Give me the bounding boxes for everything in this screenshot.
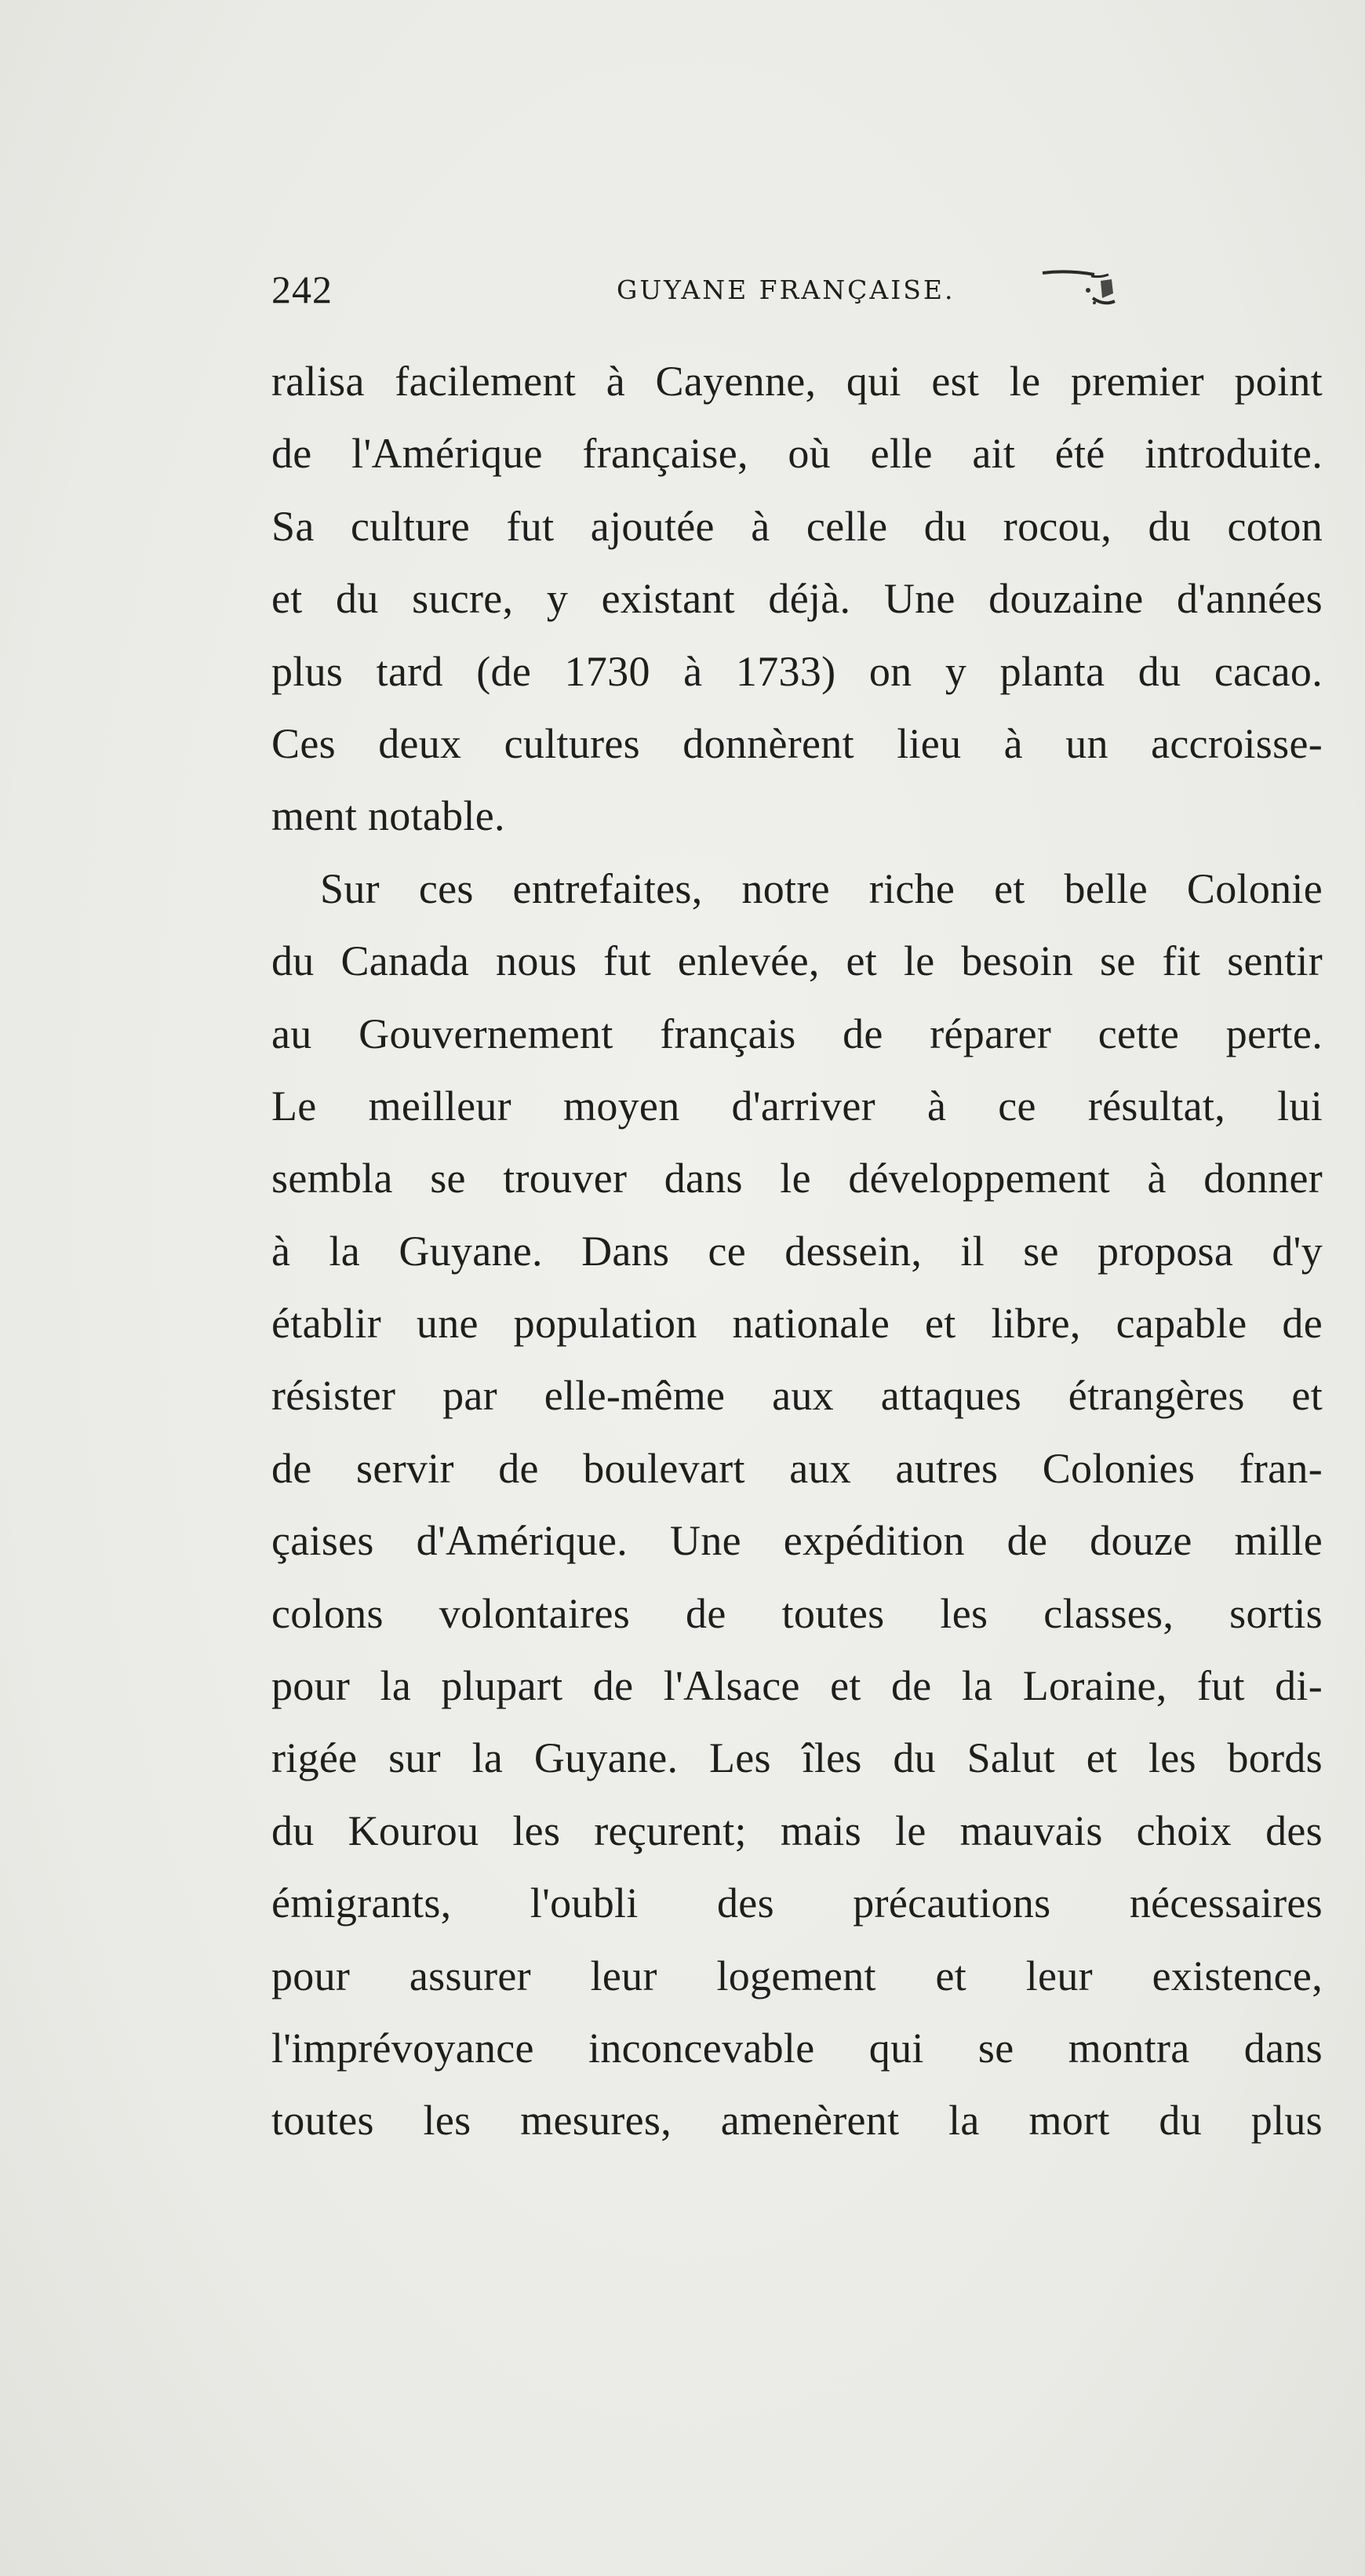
text-line: pour assurer leur logement et leur existence,	[271, 1952, 1323, 1999]
text-line: émigrants, l'oubli des précautions nécessaires	[271, 1879, 1323, 1927]
text-line: résister par elle-même aux attaques étrangères et	[271, 1372, 1323, 1420]
text-line: établir une population nationale et libre, capable de	[271, 1300, 1323, 1348]
text-line: ralisa facilement à Cayenne, qui est le premier point	[271, 358, 1323, 405]
text-line: à la Guyane. Dans ce dessein, il se proposa d'y	[271, 1227, 1323, 1275]
text-line: ment notable.	[271, 792, 505, 840]
text-line: Ces deux cultures donnèrent lieu à un accroisse-	[271, 719, 1323, 767]
text-line: du Canada nous fut enlevée, et le besoin se fit sentir	[271, 937, 1323, 985]
text-line: pour la plupart de l'Alsace et de la Loraine, fut di-	[271, 1662, 1323, 1710]
text-line: sembla se trouver dans le développement à donner	[271, 1155, 1323, 1202]
running-title: GUYANE FRANÇAISE.	[617, 275, 956, 305]
text-line: l'imprévoyance inconcevable qui se montra dans	[271, 2024, 1323, 2072]
text-line: du Kourou les reçurent; mais le mauvais choix des	[271, 1806, 1323, 1854]
running-head	[271, 267, 1127, 314]
text-line: Sa culture fut ajoutée à celle du rocou, du coton	[271, 502, 1323, 550]
text-line: plus tard (de 1730 à 1733) on y planta du cacao.	[271, 647, 1323, 695]
text-line: çaises d'Amérique. Une expédition de douze mille	[271, 1517, 1323, 1565]
text-line: de servir de boulevart aux autres Colonies fran-	[271, 1444, 1323, 1492]
text-line: et du sucre, y existant déjà. Une douzaine d'années	[271, 575, 1323, 623]
text-line: Le meilleur moyen d'arriver à ce résultat, lui	[271, 1082, 1323, 1130]
text-line: rigée sur la Guyane. Les îles du Salut et les bords	[271, 1734, 1323, 1782]
printer-ornament-icon	[1036, 267, 1123, 311]
page-number: 242	[271, 267, 333, 311]
body-text	[271, 345, 1323, 2157]
text-line: de l'Amérique française, où elle ait été introduite.	[271, 430, 1323, 478]
text-line: colons volontaires de toutes les classes, sortis	[271, 1589, 1323, 1637]
text-line: Sur ces entrefaites, notre riche et belle Colonie	[320, 864, 1323, 912]
text-line: au Gouvernement français de réparer cette perte.	[271, 1010, 1323, 1057]
text-line: toutes les mesures, amenèrent la mort du plus	[271, 2097, 1323, 2145]
